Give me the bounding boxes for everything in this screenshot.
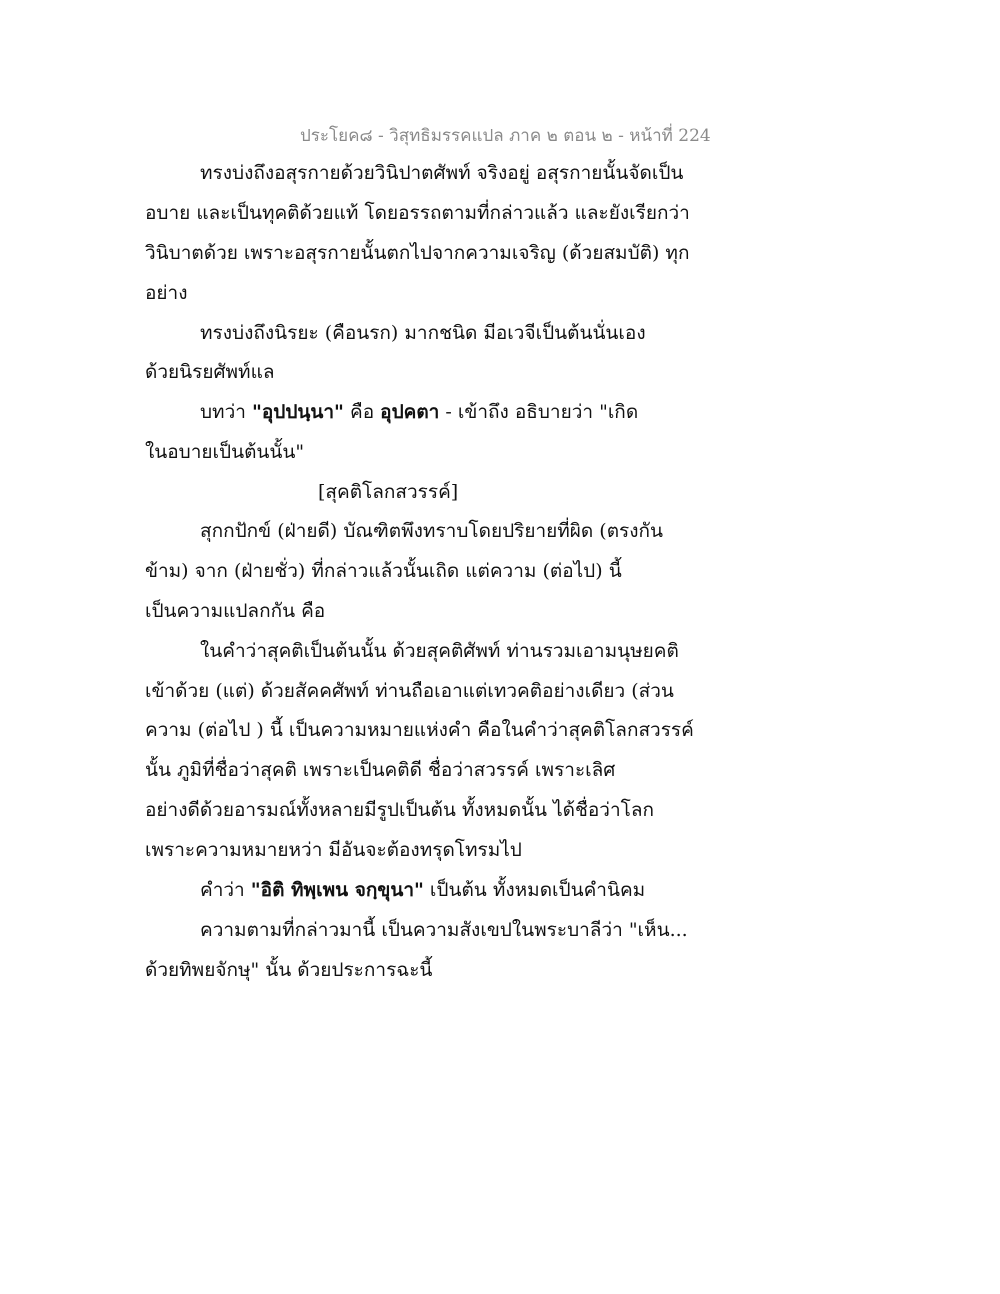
text-span: - เข้าถึง อธิบายว่า "เกิด xyxy=(439,401,639,423)
text-line: ในคำว่าสุคติเป็นต้นนั้น ด้วยสุคติศัพท์ ท่านรวมเอามนุษยคติ xyxy=(200,640,679,662)
text-line: อย่าง xyxy=(145,282,188,304)
text-line: อบาย และเป็นทุคติด้วยแท้ โดยอรรถตามที่กล่าวแล้ว และยังเรียกว่า xyxy=(145,202,690,224)
text-span: คือ xyxy=(343,401,381,423)
text-line: สุกกปักข์ (ฝ่ายดี) บัณฑิตพึงทราบโดยปริยายที่ผิด (ตรงกัน xyxy=(200,520,664,542)
text-line: ความ (ต่อไป ) นี้ เป็นความหมายแห่งคำ คือในคำว่าสุคติโลกสวรรค์ xyxy=(145,719,694,741)
pali-term: "อุปปนฺนา" xyxy=(251,401,344,423)
text-span: คำว่า xyxy=(200,879,251,901)
text-line: ข้าม) จาก (ฝ่ายชั่ว) ที่กล่าวแล้วนั้นเถิด แต่ความ (ต่อไป) นี้ xyxy=(145,560,622,582)
text-line xyxy=(200,399,638,425)
text-line xyxy=(200,877,645,903)
text-line: อย่างดีด้วยอารมณ์ทั้งหลายมีรูปเป็นต้น ทั้งหมดนั้น ได้ชื่อว่าโลก xyxy=(145,799,654,821)
text-line: ทรงบ่งถึงอสุรกายด้วยวินิปาตศัพท์ จริงอยู่ อสุรกายนั้นจัดเป็น xyxy=(200,162,684,184)
pali-term: "อิติ ทิพฺเพน จกฺขุนา" xyxy=(250,879,424,901)
text-line: ในอบายเป็นต้นนั้น" xyxy=(145,441,305,463)
text-line: เป็นความแปลกกัน คือ xyxy=(145,600,326,622)
text-line: ทรงบ่งถึงนิรยะ (คือนรก) มากชนิด มีอเวจีเป็นต้นนั่นเอง xyxy=(200,322,646,344)
text-span: เป็นต้น ทั้งหมดเป็นคำนิคม xyxy=(423,879,646,901)
running-header: ประโยค๘ - วิสุทธิมรรคแปล ภาค ๒ ตอน ๒ - หน้าที่ 224 xyxy=(300,126,711,146)
pali-term: อุปคตา xyxy=(380,401,440,423)
text-line: นั้น ภูมิที่ชื่อว่าสุคติ เพราะเป็นคติดี ชื่อว่าสวรรค์ เพราะเลิศ xyxy=(145,759,616,781)
text-line: เข้าด้วย (แต่) ด้วยสัคคศัพท์ ท่านถือเอาแต่เทวคติอย่างเดียว (ส่วน xyxy=(145,680,674,702)
text-line: วินิบาตด้วย เพราะอสุรกายนั้นตกไปจากความเจริญ (ด้วยสมบัติ) ทุก xyxy=(145,242,690,264)
section-heading: [สุคติโลกสวรรค์] xyxy=(318,481,459,503)
text-span: บทว่า xyxy=(200,401,252,423)
text-line: ด้วยนิรยศัพท์แล xyxy=(145,361,275,383)
text-line: เพราะความหมายหว่า มีอันจะต้องทรุดโทรมไป xyxy=(145,839,522,861)
text-line: ด้วยทิพยจักษุ" นั้น ด้วยประการฉะนี้ xyxy=(145,959,433,981)
text-line: ความตามที่กล่าวมานี้ เป็นความสังเขปในพระบาลีว่า "เห็น... xyxy=(200,919,688,941)
